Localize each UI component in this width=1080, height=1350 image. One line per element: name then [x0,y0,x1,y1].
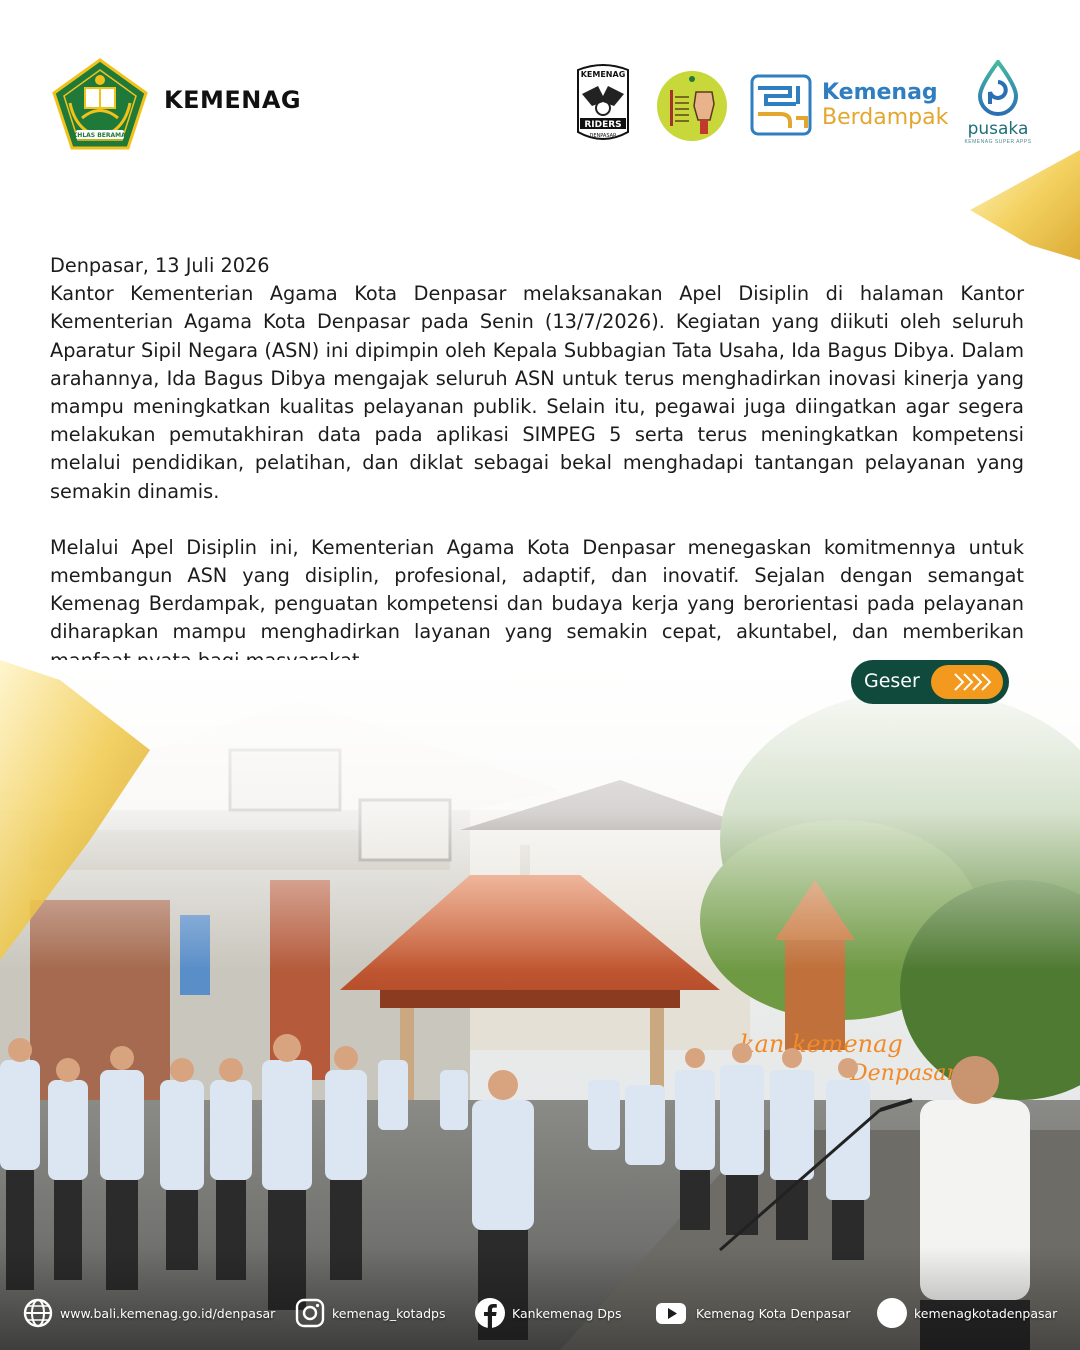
berdampak-line1: Kemenag [822,80,938,105]
footer-tiktok-text: kemenagkotadenpasar [914,1305,1058,1321]
kemenag-riders-logo-icon [570,62,636,144]
footer-website[interactable] [22,1296,275,1330]
kemenag-berdampak-wordmark [822,80,948,130]
berakhlak-logo-icon [656,70,728,142]
article-body [50,252,1024,675]
riders-top-text: KEMENAG [580,70,626,79]
chevrons-right-icon [931,665,1003,699]
gold-decoration-left [0,640,170,970]
tiktok-icon [876,1297,908,1329]
footer-instagram[interactable] [294,1296,446,1330]
header [0,0,1080,200]
brand-name: KEMENAG [164,86,302,114]
globe-icon [22,1297,54,1329]
footer-facebook-text: Kankemenag Dps [512,1305,622,1321]
riders-main-text: RIDERS [584,120,622,130]
footer-youtube-text: Kemenag Kota Denpasar [696,1305,851,1321]
pusaka-tagline: KEMENAG SUPER APPS [964,139,1032,145]
footer-website-text: www.bali.kemenag.go.id/denpasar [60,1305,276,1321]
berdampak-line2: Berdampak [822,105,949,130]
pusaka-name: pusaka [967,119,1029,139]
youtube-icon [652,1297,690,1329]
swipe-arrows [931,665,1003,699]
emblem-motto: IKHLAS BERAMAL [70,132,130,139]
footer-youtube[interactable] [652,1296,851,1330]
swipe-button[interactable] [851,660,1009,704]
swipe-label: Geser [864,670,920,692]
pusaka-drop-icon [976,60,1020,116]
pusaka-logo [962,60,1034,145]
kemenag-emblem-icon [52,58,148,150]
riders-sub-text: DENPASAR [589,133,617,139]
footer-facebook[interactable] [474,1296,621,1330]
footer-tiktok[interactable] [876,1296,1057,1330]
instagram-icon [294,1297,326,1329]
article-paragraph-2: Melalui Apel Disiplin ini, Kementerian Agama Kota Denpasar menegaskan komitmennya untuk membangun ASN yang disiplin, profesional, adaptif, dan inovatif. Sejalan dengan semangat Kemenag Berdampak, penguatan kompetensi dan budaya kerja yang berorientasi pada pelayanan diharapkan mampu menghadirkan layanan yang semakin cepat, akuntabel, dan memberikan [50,535,1024,644]
kemenag-berdampak-mark-icon [750,74,812,136]
social-footer [0,1290,1080,1336]
article-paragraph-1: Kantor Kementerian Agama Kota Denpasar melaksanakan Apel Disiplin di halaman Kantor Kementerian Agama Kota Denpasar pada Senin (13/7/2026). Kegiatan yang diikuti oleh seluruh Aparatur Sipil Negara (ASN) ini dipimpin oleh Kepala Subbagian Tata Usaha, Ida Bagus Dibya. Dalam arahannya, Ida Bagus Dibya mengajak seluruh ASN untuk terus menghadirkan inovasi kinerja yang mampu meningkatkan kualitas pelayanan publik. Selain itu, pegawai juga diingatkan agar segera melakukan pemutakhiran data pada aplikasi SIMPEG 5 serta terus meningkatkan kompetensi melalui pendidikan, pelatihan, dan diklat sebagai bekal menghadapi tantangan pelayanan yang semakin dinamis. [50,282,1024,503]
article-dateline: Denpasar, 13 Juli 2026 [50,254,270,277]
footer-instagram-text: kemenag_kotadps [332,1305,446,1321]
facebook-icon [474,1297,506,1329]
